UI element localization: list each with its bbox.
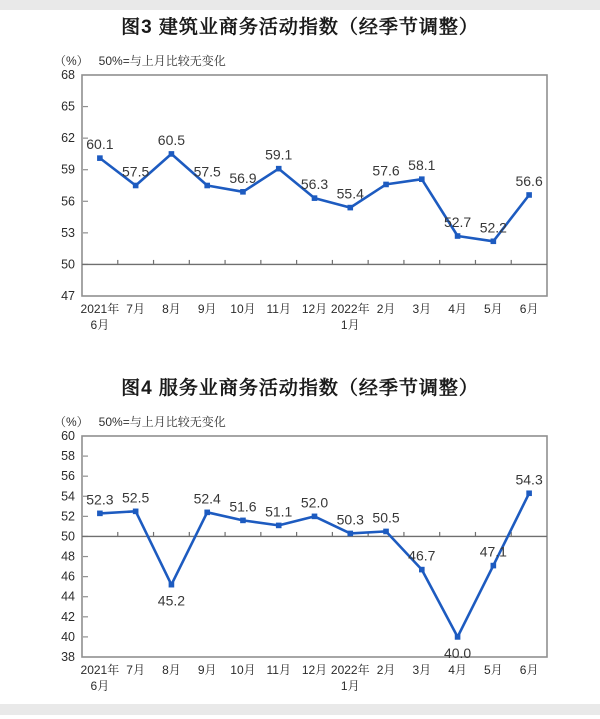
- y-tick-label: 58: [61, 449, 75, 464]
- data-label: 52.4: [193, 490, 221, 507]
- y-tick-label: 68: [61, 69, 75, 82]
- y-tick-label: 42: [61, 609, 75, 624]
- x-category-label: 7月: [126, 663, 145, 677]
- y-tick-label: 50: [61, 257, 75, 272]
- data-point-marker: [133, 509, 139, 515]
- x-category-label: 3月: [412, 302, 432, 316]
- x-category-label: 5月: [484, 663, 503, 677]
- data-point-marker: [491, 563, 497, 569]
- data-label: 52.5: [122, 489, 150, 506]
- data-point-marker: [240, 189, 246, 195]
- x-category-label: 2022年: [330, 302, 370, 316]
- data-label: 52.2: [479, 219, 507, 236]
- data-point-marker: [347, 531, 353, 537]
- data-label: 60.5: [157, 131, 186, 148]
- page-top-edge: [0, 0, 600, 10]
- data-label: 56.3: [300, 176, 329, 193]
- services-chart-section: [0, 377, 600, 702]
- chart-note-row: [0, 54, 600, 69]
- data-label: 57.5: [193, 163, 221, 180]
- data-label: 58.1: [408, 157, 436, 174]
- y-tick-label: 38: [61, 650, 75, 664]
- baseline-note: 50%=与上月比较无变化: [98, 54, 226, 68]
- data-point-marker: [312, 195, 318, 201]
- x-category-label: 10月: [230, 302, 256, 316]
- data-point-marker: [276, 523, 282, 529]
- y-axis: [61, 430, 88, 664]
- data-point-marker: [455, 233, 461, 239]
- data-label: 56.6: [515, 172, 543, 189]
- y-axis-unit-label: （%）: [54, 415, 89, 429]
- y-tick-label: 59: [61, 162, 75, 177]
- x-category-label: 6月: [519, 302, 539, 316]
- y-tick-label: 48: [61, 549, 75, 564]
- x-category-label: 7月: [126, 302, 145, 316]
- data-point-marker: [276, 166, 282, 172]
- data-point-marker: [455, 634, 461, 640]
- services-pmi-line-chart: [0, 430, 600, 702]
- baseline-axis: [82, 532, 547, 537]
- y-tick-label: 54: [61, 489, 75, 504]
- data-point-marker: [419, 176, 425, 182]
- data-point-marker: [491, 238, 497, 244]
- x-category-label: 2021年: [80, 302, 120, 316]
- baseline-note: 50%=与上月比较无变化: [98, 415, 226, 429]
- data-point-marker: [526, 192, 532, 198]
- x-category-label: 8月: [162, 302, 181, 316]
- x-category-label: 2021年: [80, 663, 120, 677]
- data-point-marker: [169, 151, 175, 157]
- x-category-label: 4月: [448, 302, 467, 316]
- page-bottom-edge: [0, 704, 600, 715]
- y-tick-label: 60: [61, 430, 75, 443]
- y-axis: [61, 69, 88, 303]
- data-point-marker: [383, 529, 389, 535]
- data-labels: [86, 132, 543, 235]
- x-category-label: 10月: [230, 663, 256, 677]
- data-label: 52.7: [443, 214, 472, 231]
- baseline-axis: [82, 260, 547, 265]
- data-label: 52.3: [86, 491, 114, 508]
- construction-pmi-line-chart: [0, 69, 600, 341]
- data-point-marker: [97, 511, 103, 517]
- x-axis-labels: [81, 301, 539, 332]
- data-label: 51.1: [265, 503, 293, 520]
- series-markers: [97, 151, 532, 244]
- data-label: 45.2: [157, 592, 186, 609]
- x-category-label: 9月: [197, 663, 217, 677]
- x-category-label: 6月: [90, 318, 110, 332]
- data-point-marker: [169, 582, 175, 588]
- data-label: 59.1: [265, 146, 293, 163]
- y-tick-label: 56: [61, 469, 75, 484]
- x-category-label: 6月: [519, 663, 539, 677]
- y-tick-label: 46: [61, 569, 75, 584]
- data-label: 57.6: [372, 162, 400, 179]
- data-point-marker: [133, 183, 139, 189]
- x-category-label: 8月: [162, 663, 181, 677]
- data-point-marker: [97, 155, 103, 161]
- chart-title: 图3 建筑业商务活动指数（经季节调整）: [121, 17, 479, 38]
- x-category-label: 2月: [376, 302, 396, 316]
- data-point-marker: [347, 205, 353, 211]
- data-label: 55.4: [336, 185, 364, 202]
- y-tick-label: 65: [61, 99, 75, 114]
- data-point-marker: [240, 518, 246, 524]
- x-category-label: 1月: [340, 679, 360, 693]
- construction-chart-section: [0, 16, 600, 341]
- x-category-label: 5月: [484, 302, 503, 316]
- x-category-label: 6月: [90, 679, 110, 693]
- data-label: 60.1: [86, 136, 114, 153]
- x-category-label: 1月: [340, 318, 360, 332]
- y-tick-label: 62: [61, 131, 75, 146]
- data-label: 47.1: [479, 543, 507, 560]
- data-point-marker: [204, 183, 210, 189]
- y-axis-unit-label: （%）: [54, 54, 89, 68]
- x-axis-labels: [81, 662, 539, 693]
- y-tick-label: 52: [61, 509, 75, 524]
- data-point-marker: [419, 567, 425, 573]
- data-point-marker: [312, 514, 318, 520]
- y-tick-label: 40: [61, 629, 75, 644]
- data-label: 40.0: [443, 644, 472, 661]
- data-label: 50.3: [336, 511, 364, 528]
- data-point-marker: [204, 510, 210, 516]
- x-category-label: 4月: [448, 663, 467, 677]
- data-point-marker: [383, 182, 389, 188]
- y-tick-label: 47: [61, 289, 75, 303]
- data-label: 54.3: [515, 471, 543, 488]
- x-category-label: 3月: [412, 663, 432, 677]
- chart-title: 图4 服务业商务活动指数（经季节调整）: [121, 378, 479, 399]
- y-tick-label: 44: [61, 589, 75, 604]
- data-point-marker: [526, 490, 532, 496]
- x-category-label: 11月: [266, 663, 291, 677]
- x-category-label: 9月: [197, 302, 217, 316]
- data-labels: [86, 471, 543, 661]
- chart-note-row: [0, 415, 600, 430]
- y-tick-label: 56: [61, 194, 75, 209]
- data-label: 46.7: [408, 547, 436, 564]
- x-category-label: 12月: [301, 663, 328, 677]
- data-label: 56.9: [229, 169, 257, 186]
- x-category-label: 12月: [301, 302, 328, 316]
- y-tick-label: 50: [61, 529, 75, 544]
- y-tick-label: 53: [61, 225, 75, 240]
- x-category-label: 2022年: [330, 663, 370, 677]
- x-category-label: 11月: [266, 302, 291, 316]
- data-label: 50.5: [372, 509, 400, 526]
- data-label: 57.5: [122, 163, 150, 180]
- data-label: 52.0: [300, 494, 329, 511]
- x-category-label: 2月: [376, 663, 396, 677]
- data-label: 51.6: [229, 498, 257, 515]
